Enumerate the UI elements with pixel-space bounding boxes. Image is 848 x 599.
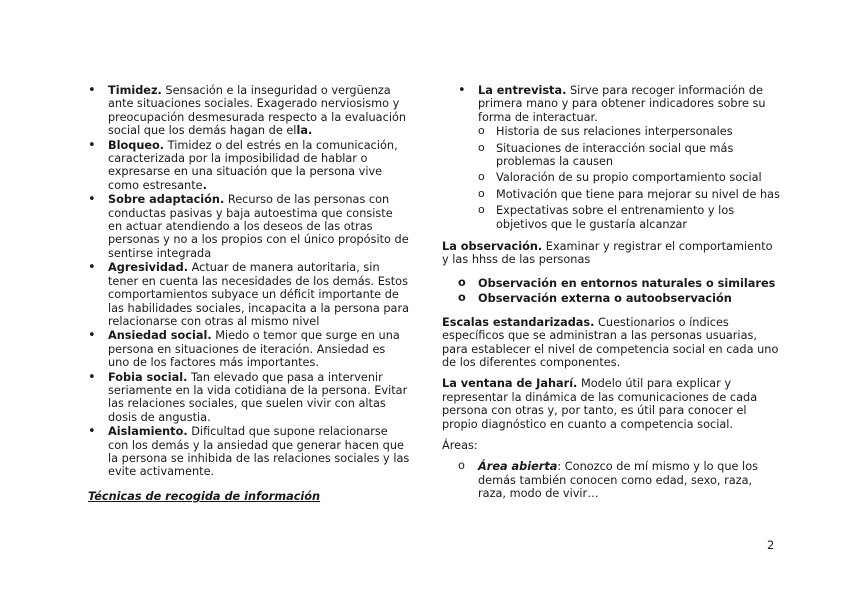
interview-list	[442, 84, 782, 231]
section-heading: Técnicas de recogida de información	[88, 489, 321, 503]
list-item: o Observación externa o autoobservación	[442, 292, 782, 305]
sub-item: o Expectativas sobre el entrenamiento y los objetivos que le gustaría alcanzar	[478, 204, 782, 231]
scales-paragraph: Escalas estandarizadas. Cuestionarios o índices específicos que se administran a las personas usuarias, para establecer el nivel de competencia social en cada uno de los diferentes componentes.	[442, 315, 779, 369]
johari-paragraph: La ventana de Jaharí. Modelo útil para explicar y representar la dinámica de las comunicaciones de cada persona con otras y, por tanto, es útil para conocer el propio diagnóstico en cuanto a competencia social.	[442, 377, 758, 431]
list-item: • Aislamiento. Dificultad que supone relacionarse con los demás y la ansiedad que generar hacen que la persona se inhibida de las relaciones sociales y las evite activamente.	[88, 425, 410, 479]
list-item: • Bloqueo. Timidez o del estrés en la comunicación, caracterizada por la imposibilidad de hablar o expresarse en una situación que la persona vive como estresante.	[88, 139, 410, 193]
list-item: • Sobre adaptación. Recurso de las personas con conductas pasivas y baja autoestima que consiste en actuar atendiendo a los deseos de las otras personas y no a los propios con el único propósito de sentirse integrada	[88, 193, 410, 260]
list-item: • Timidez. Sensación e la inseguridad o vergüenza ante situaciones sociales. Exagerado nerviosismo y preocupación desmesurada respecto a la evaluación social que los demás hagan de ella.	[88, 84, 410, 138]
list-item: o Observación en entornos naturales o similares	[442, 277, 782, 290]
list-item: • La entrevista. Sirve para recoger información de primera mano y para obtener indicadores sobre su forma de interactuar. o Historia de sus relaciones interpersonales o Situaciones de interacción social que más problemas la causen o Valoración de su propio comportamiento social o Motivación que tiene para mejorar su nivel de has o Expectativas sobre el entrenamiento y los objetivos que le gustaría alcanzar	[458, 84, 782, 231]
list-item: o Área abierta: Conozco de mí mismo y lo que los demás también conocen como edad, sexo, raza, raza, modo de vivir…	[442, 460, 782, 500]
sub-item: o Situaciones de interacción social que más problemas la causen	[478, 142, 782, 169]
interview-sublist	[478, 125, 782, 231]
list-item: • Ansiedad social. Miedo o temor que surge en una persona en situaciones de iteración. Ansiedad es uno de los factores más importantes.	[88, 329, 410, 369]
sub-item: o Historia de sus relaciones interpersonales	[478, 125, 782, 138]
areas-list	[442, 460, 782, 500]
list-item: • Fobia social. Tan elevado que pasa a intervenir seriamente en la vida cotidiana de la persona. Evitar las relaciones sociales, que suelen vivir con altas dosis de angustia.	[88, 371, 410, 425]
observation-paragraph: La observación. Examinar y registrar el comportamiento y las hhss de las personas	[442, 240, 773, 267]
sub-item: o Valoración de su propio comportamiento social	[478, 171, 782, 184]
definitions-list	[88, 84, 410, 479]
right-column	[442, 84, 782, 501]
observation-list	[442, 277, 782, 306]
sub-item: o Motivación que tiene para mejorar su nivel de has	[478, 188, 782, 201]
areas-label: Áreas:	[442, 438, 478, 452]
left-column	[88, 84, 410, 503]
list-item: • Agresividad. Actuar de manera autoritaria, sin tener en cuenta las necesidades de los demás. Estos comportamientos subyace un déficit importante de las habilidades sociales, incapacita a la persona para relacionarse con otras al mismo nivel	[88, 261, 410, 328]
page-number: 2	[767, 538, 775, 552]
